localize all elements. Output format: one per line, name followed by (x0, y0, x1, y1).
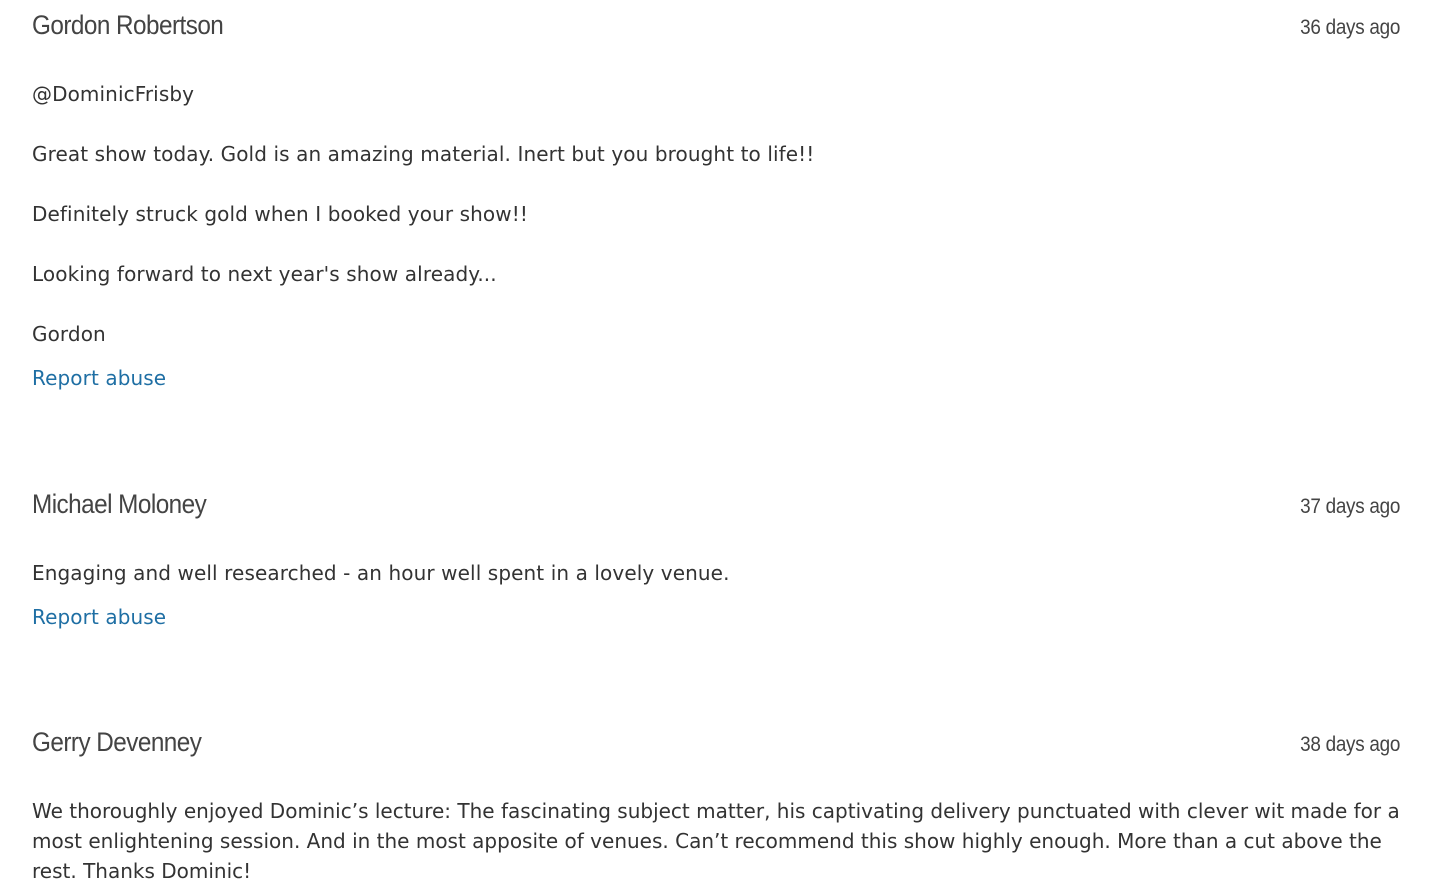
review-paragraph: Great show today. Gold is an amazing material. Inert but you brought to life!! (32, 142, 815, 166)
review-item (32, 479, 1400, 632)
review-item (32, 717, 1400, 886)
review-paragraph: Engaging and well researched - an hour well spent in a lovely venue. (32, 561, 730, 585)
review-paragraph: Looking forward to next year's show already... (32, 262, 497, 286)
review-body (32, 796, 1400, 886)
review-paragraph: Definitely struck gold when I booked your show!! (32, 202, 528, 226)
review-date: 38 days ago (1299, 733, 1400, 756)
review-header (32, 717, 1400, 757)
review-author: Michael Moloney (32, 489, 207, 519)
report-abuse-link[interactable]: Report abuse (32, 366, 167, 390)
review-paragraph: Gordon (32, 322, 106, 346)
review-header (32, 0, 1400, 40)
review-author: Gordon Robertson (32, 10, 224, 40)
review-item (32, 0, 1400, 393)
review-author: Gerry Devenney (32, 727, 202, 757)
review-body (32, 558, 1400, 588)
review-paragraph: We thoroughly enjoyed Dominic’s lecture: The fascinating subject matter, his captivating delivery punctuated with clever wit made for a most enlightening session. And in the most apposite of venues. Can’t recommend this show highly enough. More than a cut above the rest. Thanks Dominic! (32, 799, 1400, 883)
review-header (32, 479, 1400, 519)
review-date: 36 days ago (1299, 16, 1400, 39)
review-date: 37 days ago (1299, 495, 1400, 518)
review-body (32, 79, 1400, 349)
report-abuse-link[interactable]: Report abuse (32, 605, 167, 629)
review-paragraph: @DominicFrisby (32, 82, 195, 106)
